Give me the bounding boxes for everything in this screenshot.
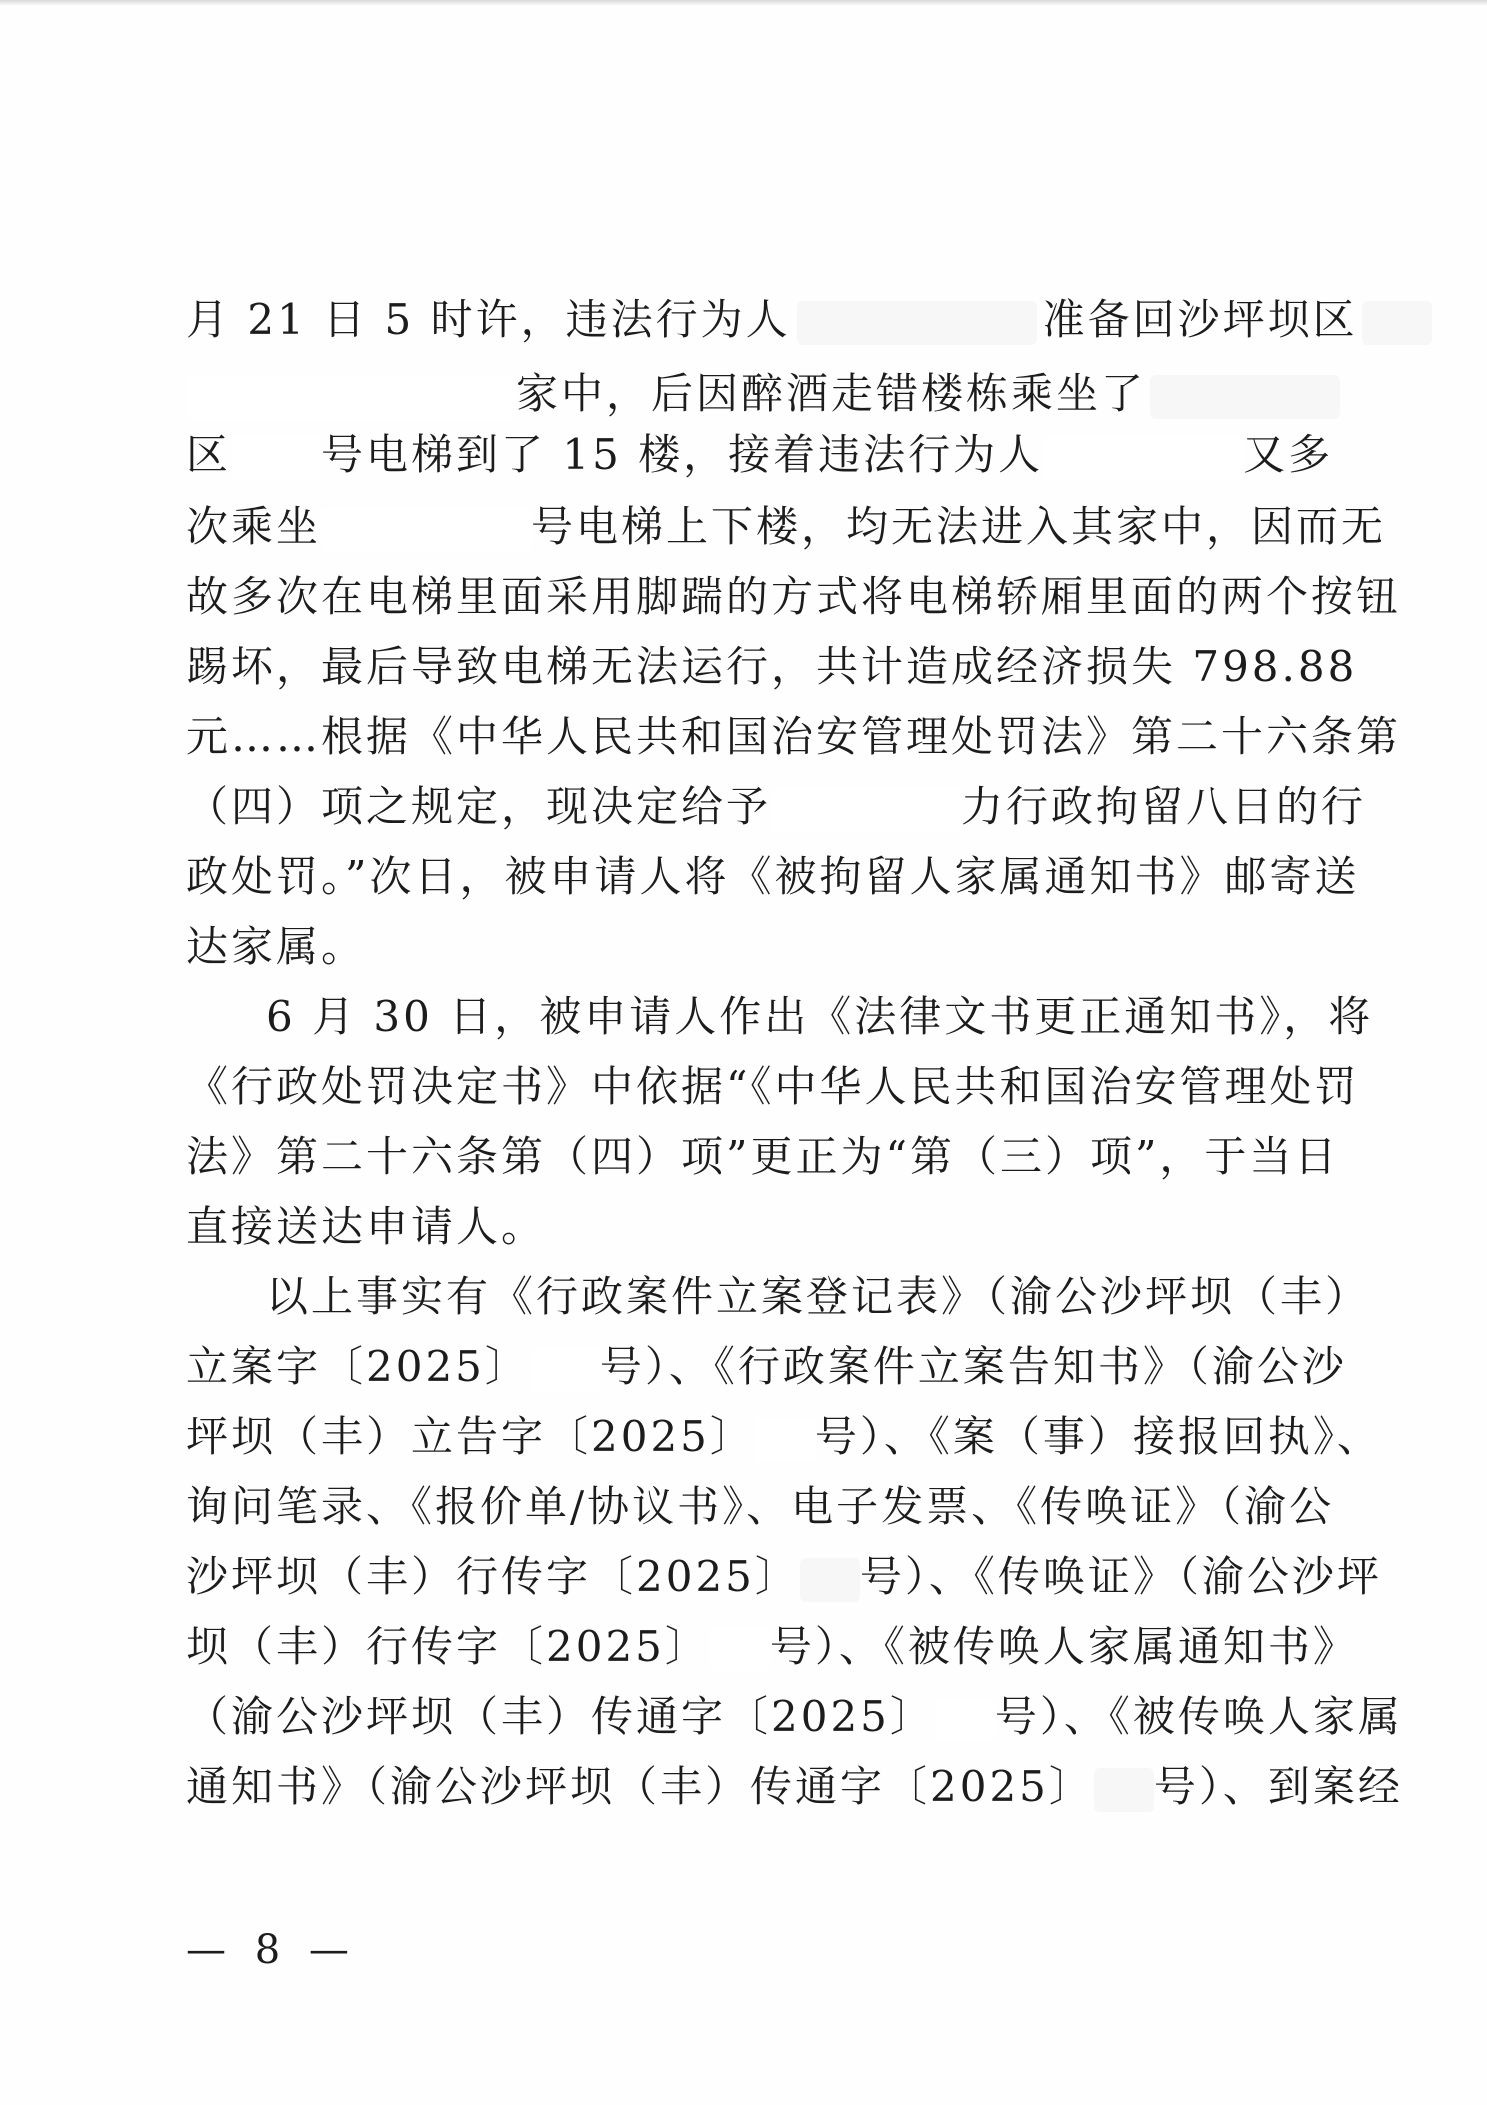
line-14-seg-1: 直接送达申请人。 [186,1202,547,1251]
line-10-seg-1: 达家属。 [186,922,367,971]
page-number: — 8 — [186,1927,357,1973]
redaction-block [530,1348,600,1392]
redaction-block [1094,1768,1154,1812]
text-line-10 [186,917,1301,977]
line-7-seg-1: 元……根据《中华人民共和国治安管理处罚法》第二十六条第 [186,712,1402,761]
redaction-block [1150,375,1340,419]
text-line-5 [186,567,1402,627]
text-line-6 [186,637,1358,697]
line-19-seg-1: 沙坪坝（丰）行传字〔2025〕 [186,1552,800,1601]
redaction-block [321,508,531,552]
text-line-2 [186,364,1301,424]
line-21-seg-1: （渝公沙坪坝（丰）传通字〔2025〕 [186,1692,935,1741]
redaction-block [710,1628,770,1672]
line-3-seg-1: 区 [186,430,232,479]
redaction-block [755,1418,815,1462]
text-line-8 [186,777,1367,837]
line-18-seg-1: 询问笔录、《报价单/协议书》、电子发票、《传唤证》（渝公 [186,1482,1335,1531]
line-22-seg-2: 号）、到案经 [1153,1762,1403,1811]
line-20-seg-2: 号）、《被传唤人家属通知书》 [769,1622,1358,1671]
text-line-22 [186,1757,1403,1817]
text-line-15 [266,1267,1371,1327]
line-21-seg-2: 号）、《被传唤人家属 [994,1692,1403,1741]
text-line-18 [186,1477,1335,1537]
text-line-13 [186,1127,1340,1187]
text-line-9 [186,847,1360,907]
redaction-block [800,1558,860,1602]
line-8-seg-2: 力行政拘留八日的行 [961,782,1367,831]
line-16-seg-1: 立案字〔2025〕 [186,1342,530,1391]
line-4-seg-1: 次乘坐 [186,502,322,551]
text-line-14 [186,1197,1301,1257]
line-9-seg-1: 政处罚。”次日，被申请人将《被拘留人家属通知书》邮寄送 [186,852,1360,901]
line-17-seg-2: 号）、《案（事）接报回执》、 [814,1412,1382,1461]
line-2-seg-1: 家中，后因醉酒走错楼栋乘坐了 [516,369,1147,418]
redaction-block [231,436,321,480]
text-line-16 [186,1337,1347,1397]
text-line-4 [186,497,1387,557]
redaction-block [186,375,516,419]
line-6-seg-1: 踢坏，最后导致电梯无法运行，共计造成经济损失 798.88 [186,642,1358,691]
line-16-seg-2: 号）、《行政案件立案告知书》（渝公沙 [599,1342,1347,1391]
line-15-seg-1: 以上事实有《行政案件立案登记表》（渝公沙坪坝（丰） [266,1272,1371,1321]
line-5-seg-1: 故多次在电梯里面采用脚踹的方式将电梯轿厢里面的两个按钮 [186,572,1402,621]
redaction-block [1043,436,1243,480]
line-13-seg-1: 法》第二十六条第（四）项”更正为“第（三）项”，于当日 [186,1132,1340,1181]
text-line-21 [186,1687,1403,1747]
text-line-12 [186,1057,1360,1117]
line-12-seg-1: 《行政处罚决定书》中依据“《中华人民共和国治安管理处罚 [186,1062,1360,1111]
text-line-17 [186,1407,1382,1467]
line-19-seg-2: 号）、《传唤证》（渝公沙坪 [859,1552,1382,1601]
redaction-block [935,1698,995,1742]
scan-edge [0,0,1487,6]
text-line-1 [186,290,1358,350]
line-3-seg-2: 号电梯到了 15 楼，接着违法行为人 [321,430,1044,479]
line-1-seg-2: 准备回沙坪坝区 [1042,295,1358,344]
line-11-seg-1: 6 月 30 日，被申请人作出《法律文书更正通知书》，将 [266,992,1374,1041]
text-line-11 [266,987,1374,1047]
line-20-seg-1: 坝（丰）行传字〔2025〕 [186,1622,710,1671]
line-8-seg-1: （四）项之规定，现决定给予 [186,782,772,831]
text-line-7 [186,707,1402,767]
redaction-block [771,788,961,832]
text-line-3 [186,425,1334,485]
redaction-block [797,301,1037,345]
line-3-seg-3: 又多 [1243,430,1334,479]
line-4-seg-2: 号电梯上下楼，均无法进入其家中，因而无 [531,502,1387,551]
line-17-seg-1: 坪坝（丰）立告字〔2025〕 [186,1412,755,1461]
redaction-block [1362,301,1432,345]
text-line-20 [186,1617,1358,1677]
line-22-seg-1: 通知书》（渝公沙坪坝（丰）传通字〔2025〕 [186,1762,1094,1811]
line-1-seg-1: 月 21 日 5 时许，违法行为人 [186,295,791,344]
text-line-19 [186,1547,1382,1607]
